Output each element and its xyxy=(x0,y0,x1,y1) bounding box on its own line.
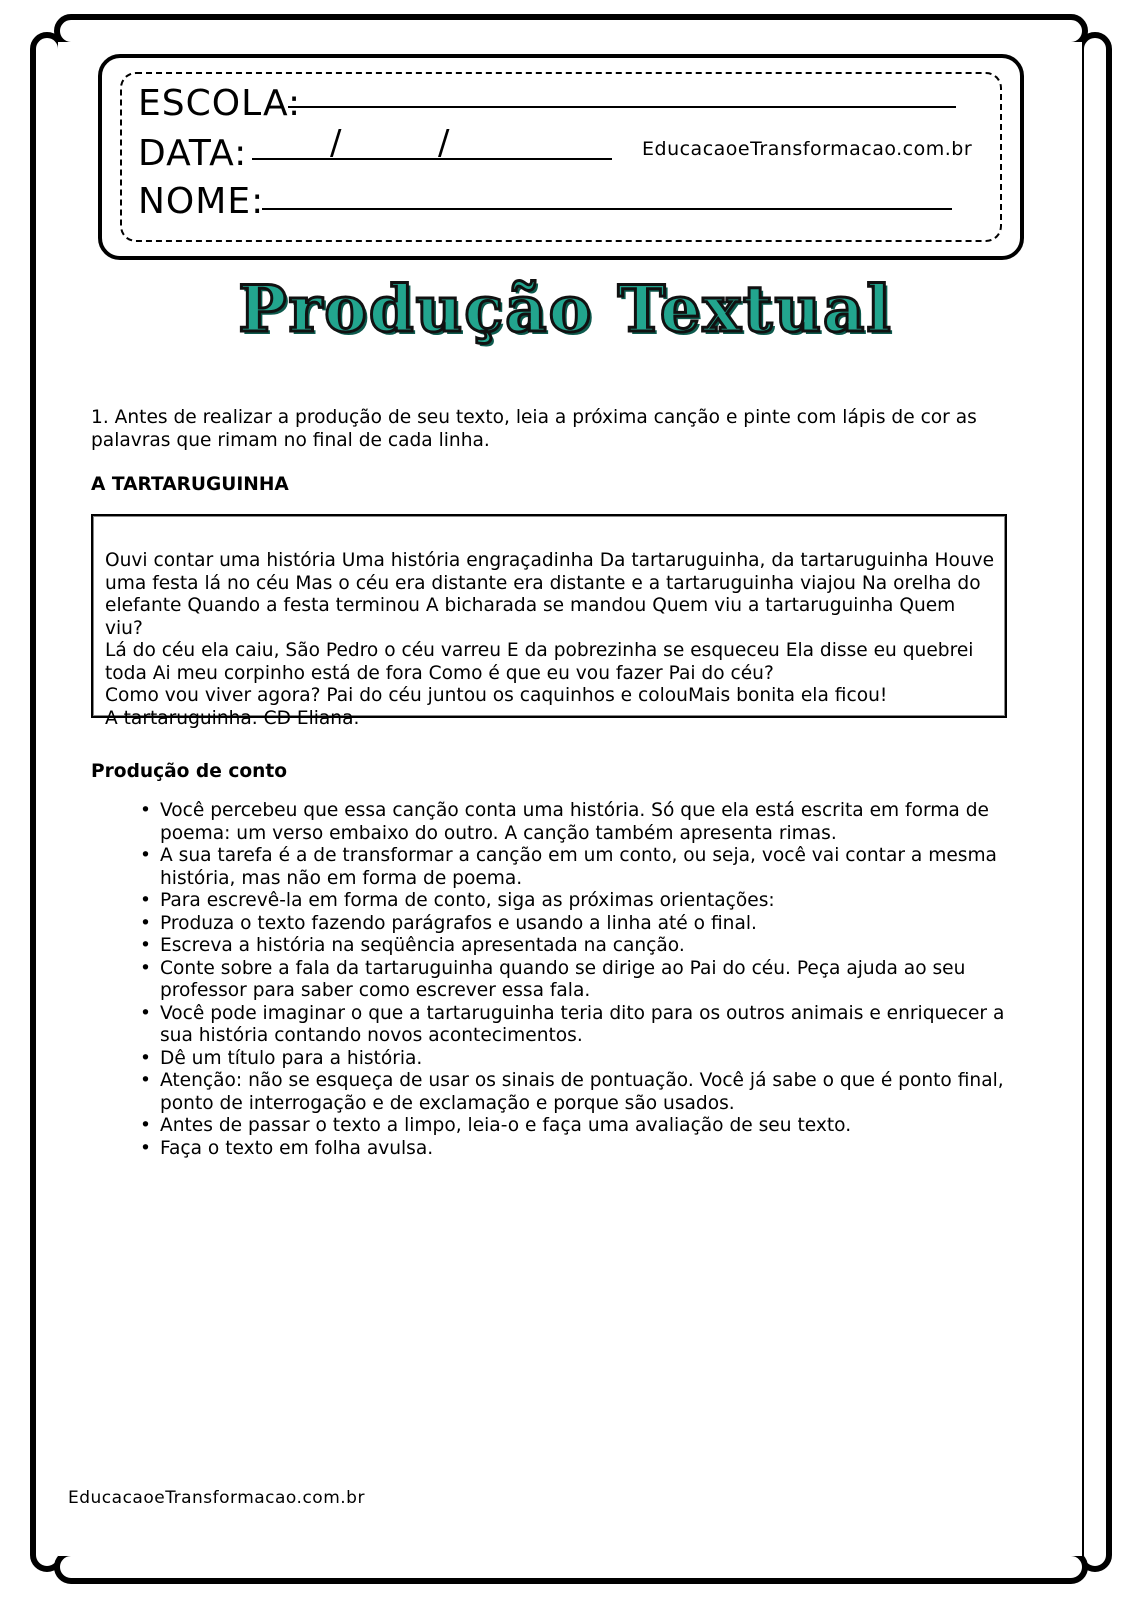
date-label: DATA: xyxy=(138,133,248,174)
date-field[interactable] xyxy=(252,158,612,160)
song-text xyxy=(105,550,995,730)
list-item: • Para escrevê-la em forma de conto, siga as próximas orientações: xyxy=(160,890,1008,913)
list-item: • Atenção: não se esqueça de usar os sinais de pontuação. Você já sabe o que é ponto final, ponto de interrogação e de exclamação e porque são usados. xyxy=(160,1070,1008,1115)
song-line: uma festa lá no céu Mas o céu era distante era distante e a tartaruguinha viajou Na orelha do xyxy=(105,572,981,594)
student-info-card xyxy=(98,54,1024,260)
song-line: Lá do céu ela caiu, São Pedro o céu varreu E da pobrezinha se esqueceu Ela disse eu quebrei xyxy=(105,640,974,661)
school-label: ESCOLA: xyxy=(138,83,302,124)
list-item: • Produza o texto fazendo parágrafos e usando a linha até o final. xyxy=(160,913,1008,936)
song-line: elefante Quando a festa terminou A bicharada se mandou Quem viu a tartaruguinha Quem viu? xyxy=(105,595,956,639)
production-list xyxy=(160,800,1008,1160)
footer-watermark: EducacaoeTransformacao.com.br xyxy=(68,1488,369,1508)
list-item: • Você percebeu que essa canção conta uma história. Só que ela está escrita em forma de poema: um verso embaixo do outro. A canção também apresenta rimas. xyxy=(160,800,1008,845)
date-separator-1: / xyxy=(330,123,342,163)
list-item: • Dê um título para a história. xyxy=(160,1048,1008,1071)
song-box xyxy=(91,514,1007,729)
page-frame-right xyxy=(1078,32,1112,1572)
list-item: • Faça o texto em folha avulsa. xyxy=(160,1138,1008,1161)
name-label: NOME: xyxy=(138,181,265,222)
song-line: toda Ai meu corpinho está de fora Como é que eu vou fazer Pai do céu? xyxy=(105,662,774,684)
list-item: • A sua tarefa é a de transformar a canção em um conto, ou seja, você vai contar a mesma história, mas não em forma de poema. xyxy=(160,845,1008,890)
list-item: • Você pode imaginar o que a tartaruguinha teria dito para os outros animais e enriquecer a sua história contando novos acontecimentos. xyxy=(160,1003,1008,1048)
list-item: • Conte sobre a fala da tartaruguinha quando se dirige ao Pai do céu. Peça ajuda ao seu professor para saber como escrever essa fala. xyxy=(160,958,1008,1003)
date-separator-2: / xyxy=(438,123,450,163)
production-heading: Produção de conto xyxy=(91,761,288,782)
name-field[interactable] xyxy=(262,208,952,210)
page-title: Produção Textual xyxy=(238,272,893,347)
list-item: • Escreva a história na seqüência apresentada na canção. xyxy=(160,935,1008,958)
song-title: A TARTARUGUINHA xyxy=(91,474,289,495)
site-watermark: EducacaoeTransformacao.com.br xyxy=(642,138,973,160)
song-line: Ouvi contar uma história Uma história engraçadinha Da tartaruguinha, da tartaruguinha Houve xyxy=(105,550,995,571)
song-line: Como vou viver agora? Pai do céu juntou os caquinhos e colouMais bonita ela ficou! xyxy=(105,685,888,706)
page-area xyxy=(58,42,1082,1556)
school-field[interactable] xyxy=(288,106,956,108)
list-item: • Antes de passar o texto a limpo, leia-o e faça uma avaliação de seu texto. xyxy=(160,1115,1008,1138)
instruction-text: 1. Antes de realizar a produção de seu texto, leia a próxima canção e pinte com lápis de cor as palavras que rimam no final de cada linha. xyxy=(91,407,977,451)
song-line: A tartaruguinha. CD Eliana. xyxy=(105,707,360,729)
